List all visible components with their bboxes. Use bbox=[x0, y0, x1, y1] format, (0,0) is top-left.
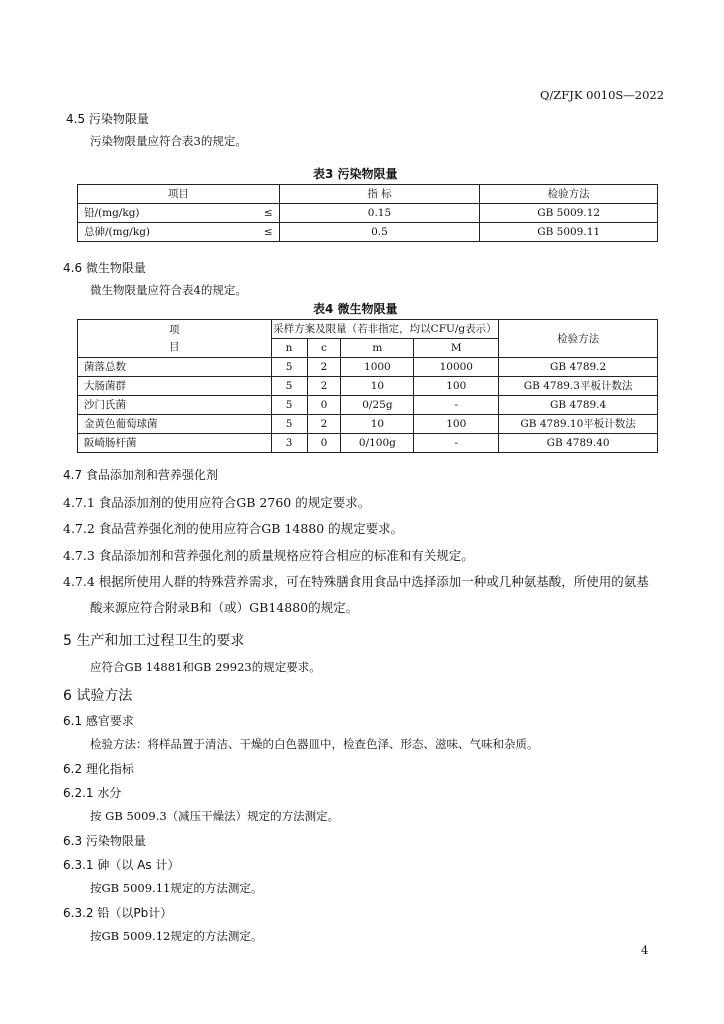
table-row bbox=[78, 396, 658, 415]
table3-caption: 表3 污染物限量 bbox=[313, 167, 398, 181]
col-item: 项目 bbox=[78, 185, 280, 204]
row-cell-M: 100 bbox=[414, 415, 499, 434]
row-cell-item: 菌落总数 bbox=[78, 358, 272, 377]
le-sign: ≤ bbox=[263, 226, 273, 238]
row-cell-n: 5 bbox=[271, 377, 307, 396]
row-cell-m: 10 bbox=[341, 377, 414, 396]
heading-4-6: 4.6 微生物限量 bbox=[63, 261, 146, 275]
row-cell-c: 0 bbox=[307, 396, 341, 415]
col-value: 指 标 bbox=[279, 185, 480, 204]
table-3 bbox=[77, 184, 658, 242]
col-M: M bbox=[414, 339, 499, 358]
row-cell-M: - bbox=[414, 396, 499, 415]
doc-code: Q/ZFJK 0010S—2022 bbox=[540, 88, 665, 102]
heading-6-1: 6.1 感官要求 bbox=[63, 714, 134, 728]
heading-6-2: 6.2 理化指标 bbox=[63, 762, 134, 776]
row-cell-n: 5 bbox=[271, 358, 307, 377]
item-label: 总砷/(mg/kg) bbox=[84, 226, 151, 238]
row-cell-m: 0/25g bbox=[341, 396, 414, 415]
table-row bbox=[78, 434, 658, 453]
table4-caption: 表4 微生物限量 bbox=[313, 302, 398, 316]
row-cell-n: 5 bbox=[271, 396, 307, 415]
col-m: m bbox=[341, 339, 414, 358]
page-number: 4 bbox=[641, 943, 649, 957]
table-row bbox=[78, 204, 658, 223]
col-item-label-2: 目 bbox=[169, 340, 180, 353]
row-cell-method: GB 5009.11 bbox=[480, 223, 658, 242]
heading-6: 6 试验方法 bbox=[63, 688, 133, 704]
para-6-2-1: 按 GB 5009.3（减压干燥法）规定的方法测定。 bbox=[90, 809, 340, 823]
heading-6-2-1: 6.2.1 水分 bbox=[63, 786, 122, 800]
col-n: n bbox=[271, 339, 307, 358]
col-method: 检验方法 bbox=[480, 185, 658, 204]
para-6-3-2: 按GB 5009.12规定的方法测定。 bbox=[90, 929, 263, 943]
para-6-1: 检验方法：将样品置于清洁、干燥的白色器皿中，检查色泽、形态、滋味、气味和杂质。 bbox=[90, 737, 539, 751]
table-row bbox=[78, 377, 658, 396]
row-cell-method: GB 4789.40 bbox=[499, 434, 658, 453]
para-4-5: 污染物限量应符合表3的规定。 bbox=[90, 134, 247, 148]
row-cell-item: 大肠菌群 bbox=[78, 377, 272, 396]
col-c: c bbox=[307, 339, 341, 358]
col-method: 检验方法 bbox=[499, 320, 658, 358]
heading-6-3-1: 6.3.1 砷（以 As 计） bbox=[63, 858, 180, 872]
heading-4-5: 4.5 污染物限量 bbox=[66, 112, 149, 126]
row-cell-item bbox=[78, 204, 280, 223]
row-cell-method: GB 5009.12 bbox=[480, 204, 658, 223]
row-cell-m: 1000 bbox=[341, 358, 414, 377]
row-cell-method: GB 4789.10平板计数法 bbox=[499, 415, 658, 434]
heading-6-3: 6.3 污染物限量 bbox=[63, 834, 146, 848]
row-cell-c: 2 bbox=[307, 415, 341, 434]
para-4-7-3: 4.7.3 食品添加剂和营养强化剂的质量规格应符合相应的标准和有关规定。 bbox=[63, 548, 474, 563]
row-cell-c: 2 bbox=[307, 358, 341, 377]
row-cell-M: 100 bbox=[414, 377, 499, 396]
row-cell-value: 0.5 bbox=[279, 223, 480, 242]
row-cell-c: 0 bbox=[307, 434, 341, 453]
row-cell-c: 2 bbox=[307, 377, 341, 396]
table-row bbox=[78, 223, 658, 242]
row-cell-M: - bbox=[414, 434, 499, 453]
para-4-7-4b: 酸来源应符合附录B和（或）GB14880的规定。 bbox=[90, 600, 359, 615]
row-cell-M: 10000 bbox=[414, 358, 499, 377]
table-row bbox=[78, 358, 658, 377]
para-5: 应符合GB 14881和GB 29923的规定要求。 bbox=[90, 660, 321, 674]
col-item-label-1: 项 bbox=[169, 323, 180, 336]
row-cell-n: 3 bbox=[271, 434, 307, 453]
row-cell-n: 5 bbox=[271, 415, 307, 434]
para-4-7-1: 4.7.1 食品添加剂的使用应符合GB 2760 的规定要求。 bbox=[63, 495, 371, 510]
row-cell-item: 沙门氏菌 bbox=[78, 396, 272, 415]
row-cell-item: 阪崎肠杆菌 bbox=[78, 434, 272, 453]
item-label: 铅/(mg/kg) bbox=[84, 207, 140, 219]
table-row bbox=[78, 415, 658, 434]
row-cell-method: GB 4789.3平板计数法 bbox=[499, 377, 658, 396]
row-cell-method: GB 4789.4 bbox=[499, 396, 658, 415]
heading-6-3-2: 6.3.2 铅（以Pb计） bbox=[63, 906, 173, 920]
col-plan: 采样方案及限量（若非指定，均以CFU/g表示） bbox=[271, 320, 499, 339]
row-cell-item: 金黄色葡萄球菌 bbox=[78, 415, 272, 434]
row-cell-item bbox=[78, 223, 280, 242]
row-cell-value: 0.15 bbox=[279, 204, 480, 223]
table-header-row bbox=[78, 320, 658, 339]
para-4-7-2: 4.7.2 食品营养强化剂的使用应符合GB 14880 的规定要求。 bbox=[63, 521, 404, 536]
row-cell-m: 0/100g bbox=[341, 434, 414, 453]
col-item bbox=[78, 320, 272, 358]
row-cell-m: 10 bbox=[341, 415, 414, 434]
table-header-row bbox=[78, 185, 658, 204]
row-cell-method: GB 4789.2 bbox=[499, 358, 658, 377]
heading-4-7: 4.7 食品添加剂和营养强化剂 bbox=[63, 468, 218, 482]
para-4-6: 微生物限量应符合表4的规定。 bbox=[90, 283, 247, 297]
heading-5: 5 生产和加工过程卫生的要求 bbox=[63, 633, 245, 649]
para-6-3-1: 按GB 5009.11规定的方法测定。 bbox=[90, 881, 263, 895]
le-sign: ≤ bbox=[263, 207, 273, 219]
table-4 bbox=[77, 319, 658, 453]
para-4-7-4a: 4.7.4 根据所使用人群的特殊营养需求，可在特殊膳食用食品中选择添加一种或几种氨基酸，所使用的氨基 bbox=[63, 574, 649, 589]
